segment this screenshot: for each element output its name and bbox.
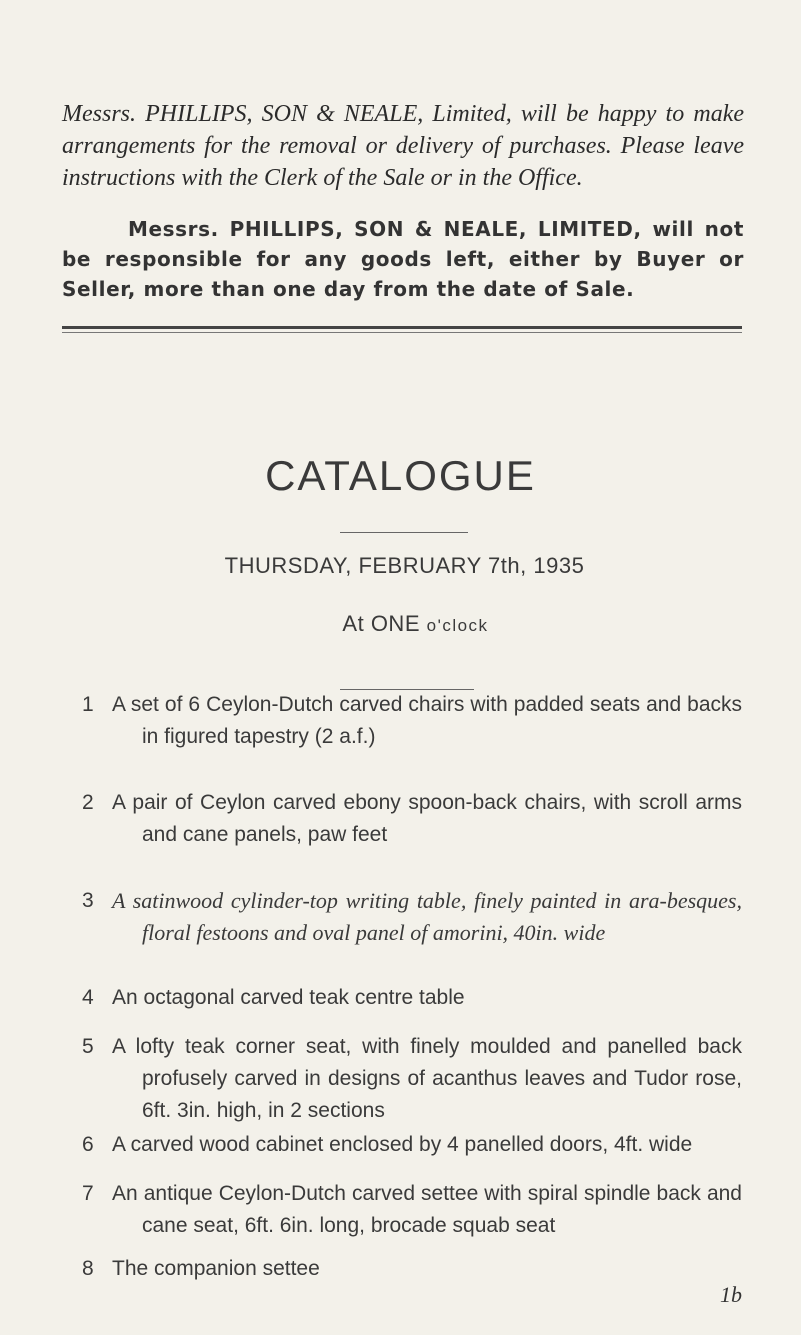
lot-number: 5 <box>82 1035 94 1058</box>
sale-time <box>0 611 801 637</box>
lot-number: 8 <box>82 1257 94 1280</box>
lot-number: 3 <box>82 889 94 912</box>
double-rule-thick <box>62 326 742 329</box>
lot-item <box>82 787 742 851</box>
lot-description: A lofty teak corner seat, with finely moulded and panelled back profusely carved in designs of acanthus leaves and Tudor rose, 6ft. 3in. high, in 2 sections <box>112 1035 742 1122</box>
sale-time-suffix: o'clock <box>426 616 489 635</box>
lot-description: An antique Ceylon-Dutch carved settee with spiral spindle back and cane seat, 6ft. 6in. long, brocade squab seat <box>112 1182 742 1237</box>
lot-number: 7 <box>82 1182 94 1205</box>
double-rule-thin <box>62 332 742 333</box>
lot-item <box>82 982 742 1014</box>
lot-description: A set of 6 Ceylon-Dutch carved chairs with padded seats and backs in figured tapestry (2 a.f.) <box>112 693 742 748</box>
lot-number: 6 <box>82 1133 94 1156</box>
lot-item <box>82 885 742 949</box>
sale-time-prefix: At ONE <box>342 611 420 636</box>
lot-item <box>82 1178 742 1242</box>
lot-description: The companion settee <box>112 1257 320 1280</box>
removal-notice: Messrs. PHILLIPS, SON & NEALE, Limited, will be happy to make arrangements for the removal or delivery of purchases. Please leave instructions with the Clerk of the Sale or in the Office. <box>62 101 744 191</box>
lot-description: A carved wood cabinet enclosed by 4 panelled doors, 4ft. wide <box>112 1133 693 1156</box>
lot-number: 1 <box>82 693 94 716</box>
heading-rule <box>340 532 468 533</box>
responsibility-notice: Messrs. PHILLIPS, SON & NEALE, LIMITED, will not be responsible for any goods left, either by Buyer or Seller, more than one day from the date of Sale. <box>62 217 744 301</box>
catalogue-heading: CATALOGUE <box>265 452 536 499</box>
lot-item <box>82 1253 742 1285</box>
lot-item <box>82 1129 742 1161</box>
lot-number: 4 <box>82 986 94 1009</box>
lot-description: An octagonal carved teak centre table <box>112 986 465 1009</box>
lot-item <box>82 1031 742 1127</box>
sale-date: THURSDAY, FEBRUARY 7th, 1935 <box>224 553 585 578</box>
lot-description: A pair of Ceylon carved ebony spoon-back chairs, with scroll arms and cane panels, paw feet <box>112 791 742 846</box>
page-number: 1b <box>720 1282 742 1307</box>
lot-item <box>82 689 742 753</box>
lot-description: A satinwood cylinder-top writing table, finely painted in ara-besques, floral festoons and oval panel of amorini, 40in. wide <box>112 888 742 945</box>
lot-number: 2 <box>82 791 94 814</box>
